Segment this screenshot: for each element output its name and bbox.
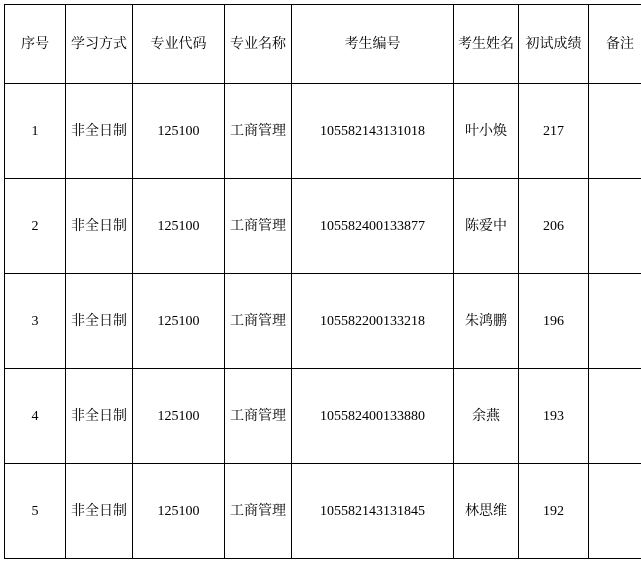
cell-candidate-no: 105582400133880 <box>292 369 454 464</box>
header-cell-seq: 序号 <box>5 5 66 84</box>
cell-seq: 2 <box>5 179 66 274</box>
table-body <box>5 84 641 559</box>
cell-candidate-name: 余燕 <box>454 369 519 464</box>
header-cell-study-mode: 学习方式 <box>66 5 133 84</box>
cell-score: 193 <box>519 369 589 464</box>
cell-major-name: 工商管理 <box>225 84 292 179</box>
cell-candidate-name: 朱鸿鹏 <box>454 274 519 369</box>
cell-remark <box>589 464 641 559</box>
header-cell-remark: 备注 <box>589 5 641 84</box>
header-cell-major-name: 专业名称 <box>225 5 292 84</box>
cell-seq: 5 <box>5 464 66 559</box>
cell-remark <box>589 274 641 369</box>
cell-study-mode: 非全日制 <box>66 84 133 179</box>
cell-seq: 4 <box>5 369 66 464</box>
header-row <box>5 5 641 84</box>
cell-seq: 3 <box>5 274 66 369</box>
cell-major-code: 125100 <box>133 274 225 369</box>
cell-major-code: 125100 <box>133 464 225 559</box>
cell-candidate-no: 105582400133877 <box>292 179 454 274</box>
cell-major-code: 125100 <box>133 369 225 464</box>
cell-score: 206 <box>519 179 589 274</box>
cell-candidate-name: 陈爱中 <box>454 179 519 274</box>
cell-major-name: 工商管理 <box>225 179 292 274</box>
cell-remark <box>589 84 641 179</box>
header-cell-score: 初试成绩 <box>519 5 589 84</box>
table-row <box>5 464 641 559</box>
candidates-table <box>4 4 641 559</box>
header-cell-major-code: 专业代码 <box>133 5 225 84</box>
cell-candidate-no: 105582143131845 <box>292 464 454 559</box>
table-row <box>5 179 641 274</box>
cell-seq: 1 <box>5 84 66 179</box>
table-row <box>5 274 641 369</box>
cell-major-name: 工商管理 <box>225 369 292 464</box>
cell-study-mode: 非全日制 <box>66 274 133 369</box>
cell-score: 217 <box>519 84 589 179</box>
header-cell-candidate-name: 考生姓名 <box>454 5 519 84</box>
cell-major-name: 工商管理 <box>225 274 292 369</box>
header-cell-candidate-no: 考生编号 <box>292 5 454 84</box>
cell-candidate-no: 105582143131018 <box>292 84 454 179</box>
table-row <box>5 369 641 464</box>
table-header <box>5 5 641 84</box>
cell-major-code: 125100 <box>133 179 225 274</box>
cell-score: 196 <box>519 274 589 369</box>
cell-candidate-name: 林思维 <box>454 464 519 559</box>
cell-major-name: 工商管理 <box>225 464 292 559</box>
cell-study-mode: 非全日制 <box>66 179 133 274</box>
cell-remark <box>589 369 641 464</box>
cell-major-code: 125100 <box>133 84 225 179</box>
cell-candidate-name: 叶小焕 <box>454 84 519 179</box>
table-row <box>5 84 641 179</box>
cell-study-mode: 非全日制 <box>66 369 133 464</box>
cell-candidate-no: 105582200133218 <box>292 274 454 369</box>
cell-remark <box>589 179 641 274</box>
cell-study-mode: 非全日制 <box>66 464 133 559</box>
cell-score: 192 <box>519 464 589 559</box>
